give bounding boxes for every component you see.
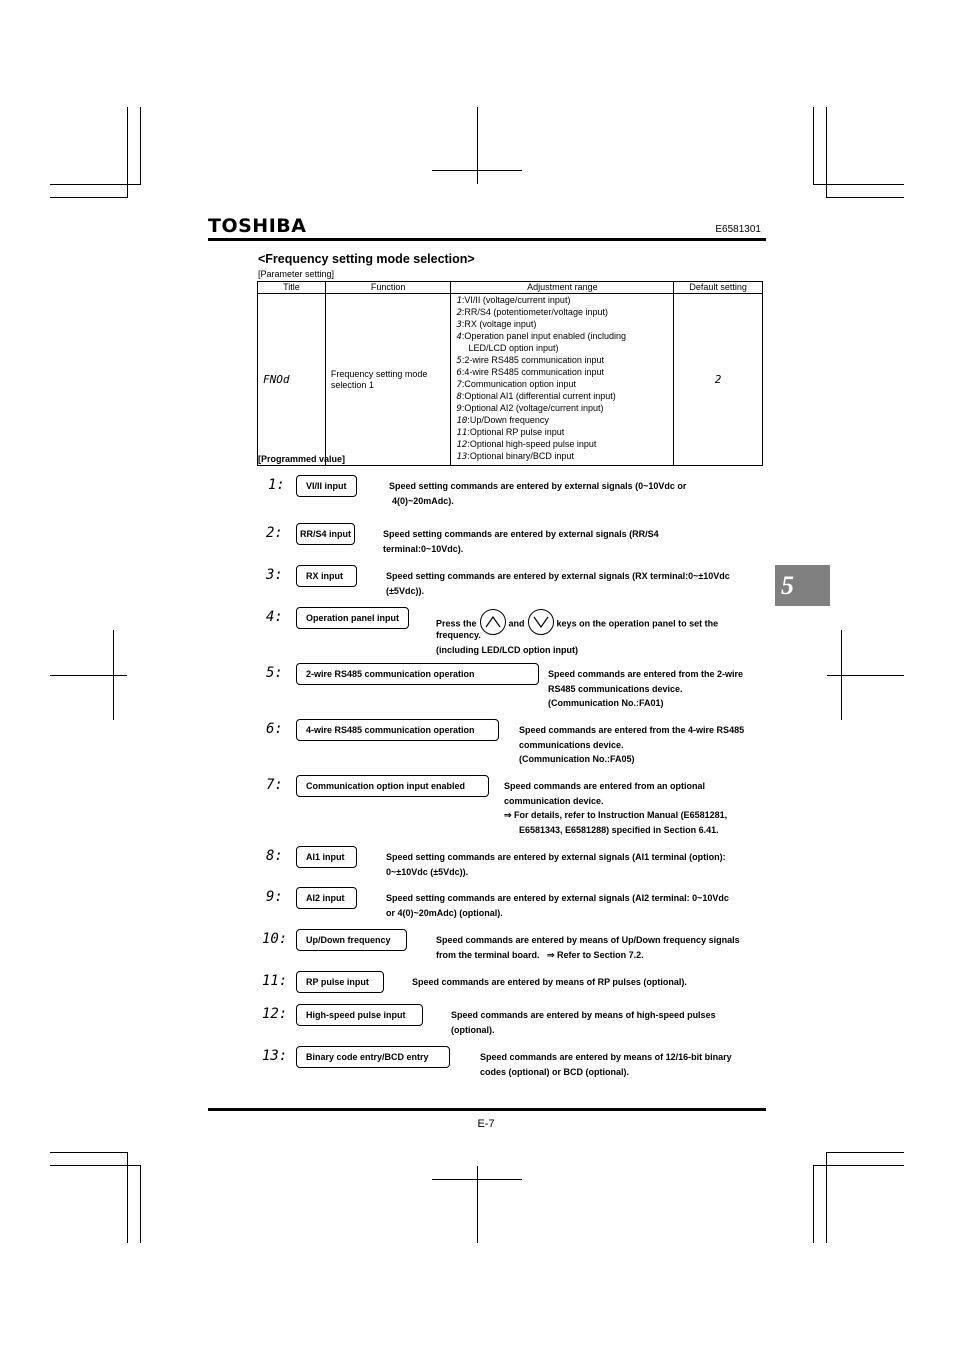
mode-box: VI/II input bbox=[296, 475, 357, 497]
range-item: 12:Optional high-speed pulse input bbox=[456, 439, 597, 450]
mode-box: Communication option input enabled bbox=[296, 775, 489, 797]
value-code: 4: bbox=[266, 609, 283, 625]
mode-description: Speed commands are entered from an optional communication device. ⇒ For details, refer to Instruction Manual (E6581281, E6581343, E6581288) specified in Section 6.41. bbox=[504, 781, 728, 835]
mode-box: Operation panel input bbox=[296, 607, 409, 629]
crop-mark bbox=[826, 1152, 827, 1243]
range-item: 13:Optional binary/BCD input bbox=[456, 451, 574, 462]
value-code: 5: bbox=[266, 665, 283, 681]
value-code: 13: bbox=[262, 1048, 288, 1064]
table-row bbox=[258, 294, 763, 466]
value-code: 11: bbox=[262, 973, 288, 989]
value-code: 2: bbox=[266, 525, 283, 541]
programmed-value-label: [Programmed value] bbox=[258, 454, 346, 464]
value-code: 9: bbox=[266, 889, 283, 905]
crop-mark bbox=[113, 630, 114, 720]
crop-mark bbox=[140, 1165, 141, 1243]
range-item: 10:Up/Down frequency bbox=[456, 415, 549, 426]
mode-description: Speed commands are entered from the 2-wire RS485 communications device. (Communication No.:FA01) bbox=[548, 669, 744, 708]
crop-mark bbox=[140, 107, 141, 185]
mode-description: Speed commands are entered by means of high-speed pulses (optional). bbox=[451, 1010, 716, 1035]
doc-id: E6581301 bbox=[715, 224, 761, 235]
crop-mark bbox=[841, 630, 842, 720]
crop-mark bbox=[50, 1152, 128, 1153]
range-item: 8:Optional AI1 (differential current input) bbox=[456, 391, 616, 402]
crop-mark bbox=[826, 1152, 904, 1153]
mode-box: Binary code entry/BCD entry bbox=[296, 1046, 450, 1068]
mode-box: AI2 input bbox=[296, 887, 357, 909]
col-header-function: Function bbox=[325, 282, 451, 294]
mode-description: Speed setting commands are entered by external signals (AI1 terminal (option): 0~±10Vdc (±5Vdc)). bbox=[386, 852, 726, 877]
value-code: 1: bbox=[268, 477, 285, 493]
parameter-setting-label: [Parameter setting] bbox=[258, 269, 335, 279]
footer-rule bbox=[208, 1108, 766, 1111]
crop-mark bbox=[477, 107, 478, 184]
value-code: 10: bbox=[262, 931, 288, 947]
range-item: 7:Communication option input bbox=[456, 379, 576, 390]
crop-mark bbox=[826, 107, 827, 198]
parameter-function: Frequency setting mode selection 1 bbox=[325, 294, 451, 466]
range-item: LED/LCD option input) bbox=[468, 343, 559, 353]
col-header-default: Default setting bbox=[674, 282, 763, 294]
parameter-title-code: FNOd bbox=[263, 373, 290, 386]
value-code: 6: bbox=[266, 721, 283, 737]
section-title: <Frequency setting mode selection> bbox=[258, 252, 475, 266]
crop-mark bbox=[127, 107, 128, 198]
parameter-table bbox=[257, 281, 763, 466]
brand-logo: TOSHIBA bbox=[208, 215, 307, 237]
crop-mark bbox=[826, 197, 904, 198]
header-rule bbox=[208, 238, 766, 241]
range-item: 9:Optional AI2 (voltage/current input) bbox=[456, 403, 604, 414]
crop-mark bbox=[50, 197, 128, 198]
up-key-icon bbox=[480, 609, 506, 635]
mode-description: Speed setting commands are entered by external signals (RX terminal:0~±10Vdc (±5Vdc)). bbox=[386, 571, 730, 596]
mode-box: RP pulse input bbox=[296, 971, 384, 993]
col-header-range: Adjustment range bbox=[451, 282, 674, 294]
mode-box: RR/S4 input bbox=[296, 523, 355, 545]
crop-mark bbox=[127, 1152, 128, 1243]
default-value: 2 bbox=[714, 373, 722, 386]
range-item: 3:RX (voltage input) bbox=[456, 319, 537, 330]
crop-mark bbox=[813, 107, 814, 185]
mode-box: AI1 input bbox=[296, 846, 357, 868]
page-number: E-7 bbox=[477, 1118, 495, 1130]
value-code: 8: bbox=[266, 848, 283, 864]
range-item: 4:Operation panel input enabled (including bbox=[456, 331, 627, 342]
mode-description: Speed setting commands are entered by external signals (RR/S4 terminal:0~10Vdc). bbox=[383, 529, 659, 554]
value-code: 7: bbox=[266, 777, 283, 793]
chapter-tab: 5 bbox=[775, 565, 830, 606]
range-item: 5:2-wire RS485 communication input bbox=[456, 355, 604, 366]
range-item: 11:Optional RP pulse input bbox=[456, 427, 565, 438]
mode-box: 4-wire RS485 communication operation bbox=[296, 719, 499, 741]
mode-box: Up/Down frequency bbox=[296, 929, 407, 951]
mode-description: Speed commands are entered by means of Up/Down frequency signals from the terminal board. ⇒ Refer to Section 7.2. bbox=[436, 935, 740, 960]
range-item: 6:4-wire RS485 communication input bbox=[456, 367, 604, 378]
mode-box: RX input bbox=[296, 565, 357, 587]
crop-mark bbox=[813, 1165, 814, 1243]
crop-mark bbox=[477, 1166, 478, 1243]
mode-box: 2-wire RS485 communication operation bbox=[296, 663, 539, 685]
crop-mark bbox=[50, 675, 127, 676]
value-code: 3: bbox=[266, 567, 283, 583]
mode-description: Speed commands are entered from the 4-wire RS485 communications device. (Communication No.:FA05) bbox=[519, 725, 745, 764]
value-code: 12: bbox=[262, 1006, 288, 1022]
adjustment-range-list bbox=[451, 294, 674, 466]
crop-mark bbox=[827, 675, 904, 676]
mode-description: Speed setting commands are entered by external signals (AI2 terminal: 0~10Vdc or 4(0)~20mAdc) (optional). bbox=[386, 893, 729, 918]
mode-description: Speed commands are entered by means of 12/16-bit binary codes (optional) or BCD (optional). bbox=[480, 1052, 732, 1077]
mode-box: High-speed pulse input bbox=[296, 1004, 423, 1026]
mode-description: Press the and keys on the operation panel to set the frequency. (including LED/LCD option input) bbox=[436, 611, 718, 657]
col-header-title: Title bbox=[258, 282, 326, 294]
range-item: 1:VI/II (voltage/current input) bbox=[456, 295, 571, 306]
mode-description: Speed setting commands are entered by external signals (0~10Vdc or 4(0)~20mAdc). bbox=[389, 481, 687, 506]
down-key-icon bbox=[528, 609, 554, 635]
range-item: 2:RR/S4 (potentiometer/voltage input) bbox=[456, 307, 608, 318]
mode-description: Speed commands are entered by means of RP pulses (optional). bbox=[412, 977, 687, 987]
table-header-row bbox=[258, 282, 763, 294]
